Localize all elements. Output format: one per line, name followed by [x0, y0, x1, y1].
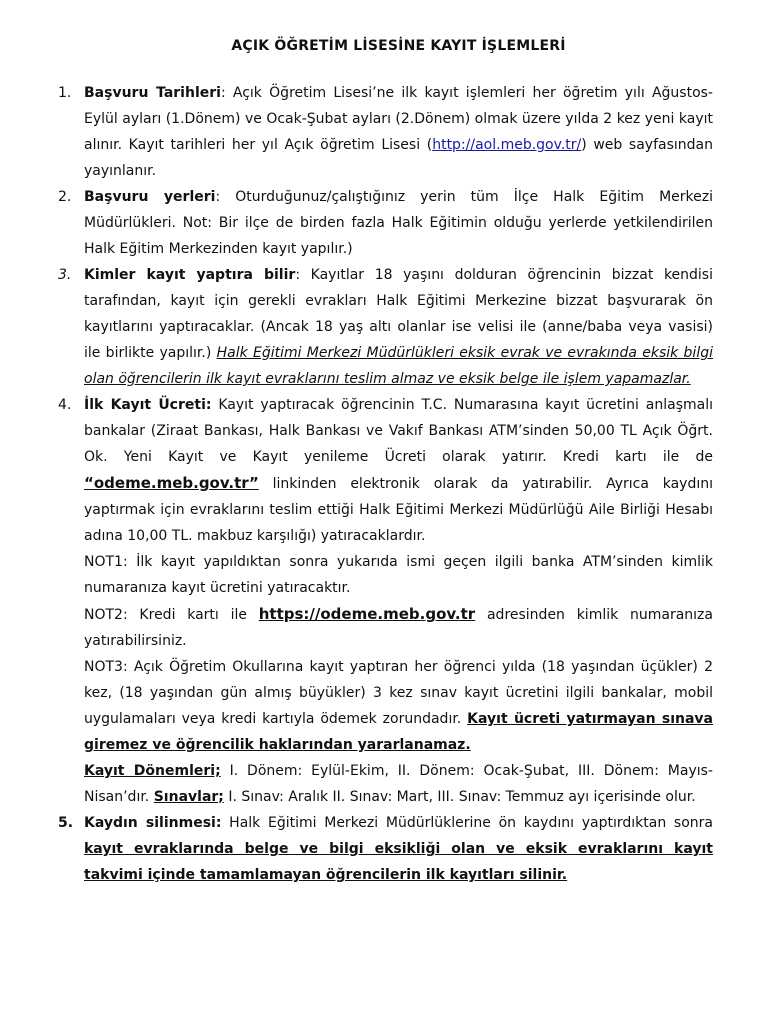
- list-item-application-places: [58, 184, 713, 262]
- aol-website-link[interactable]: http://aol.meb.gov.tr/: [432, 137, 582, 153]
- item-heading: Kimler kayıt yaptıra bilir: [84, 267, 296, 283]
- note-2-text: NOT2: Kredi kartı ile: [84, 607, 259, 623]
- note-2-text: adresinden kimlik numaranıza yatırabilirsiniz.: [84, 607, 713, 649]
- item-emphasis: Halk Eğitimi Merkezi Müdürlükleri eksik evrak ve evrakında eksik bilgi olan öğrencilerin ilk kayıt evraklarını teslim almaz ve eksik belge ile işlem yapamazlar.: [84, 345, 713, 387]
- item-heading: Başvuru yerleri: [84, 189, 216, 205]
- item-emphasis: kayıt evraklarında belge ve bilgi eksikliği olan ve eksik evraklarını kayıt takvimi içinde tamamlamayan öğrencilerin ilk kayıtları silinir.: [84, 841, 713, 883]
- item-number: 4.: [58, 397, 72, 413]
- note-3-text: NOT3: Açık Öğretim Okullarına kayıt yaptıran her öğrenci yılda (18 yaşından üçükler) 2 kez, (18 yaşından gün almış büyükler) 3 kez sınav kayıt ücretini ilgili bankalar, mobil uygulamaları veya kredi kartıyla ödemek zorundadır.: [84, 659, 713, 727]
- item-heading: Başvuru Tarihleri: [84, 85, 221, 101]
- item-number: 5.: [58, 815, 74, 831]
- exams-label: Sınavlar;: [153, 789, 224, 805]
- list-item-registration-fee: [58, 392, 713, 810]
- list-item-application-dates: [58, 80, 713, 184]
- item-paragraph: [84, 184, 713, 262]
- item-heading: Kaydın silinmesi:: [84, 815, 222, 831]
- odeme-link[interactable]: “odeme.meb.gov.tr”: [84, 474, 259, 492]
- item-paragraph: [84, 392, 713, 549]
- item-text: : Kayıtlar 18 yaşını dolduran öğrencinin bizzat kendisi tarafından, kayıt için gerekli evrakları Halk Eğitimi Merkezine bizzat başvurarak ön kayıtlarını yaptıracaklar. (Ancak 18 yaş altı olanlar ise velisi ile (anne/baba veya vasisi) ile birlikte yapılır.): [84, 267, 713, 361]
- item-paragraph: [84, 810, 713, 888]
- item-heading: İlk Kayıt Ücreti:: [84, 397, 212, 413]
- periods-text: I. Dönem: Eylül-Ekim, II. Dönem: Ocak-Şubat, III. Dönem: Mayıs-Nisan’dır.: [84, 763, 713, 805]
- item-paragraph: [84, 80, 713, 184]
- exams-text: I. Sınav: Aralık II. Sınav: Mart, III. Sınav: Temmuz ayı içerisinde olur.: [223, 789, 696, 805]
- document-title: AÇIK ÖĞRETİM LİSESİNE KAYIT İŞLEMLERİ: [231, 38, 566, 54]
- item-text: Kayıt yaptıracak öğrencinin T.C. Numarasına kayıt ücretini anlaşmalı bankalar (Ziraat Bankası, Halk Bankası ve Vakıf Bankası ATM’sinden 50,00 TL Açık Öğrt. Ok. Yeni Kayıt ve Kayıt yenileme Ücreti olarak yatırır. Kredi kartı ile de: [84, 397, 713, 465]
- item-number: 3.: [58, 267, 72, 283]
- odeme-https-link[interactable]: https://odeme.meb.gov.tr: [258, 605, 476, 623]
- periods-paragraph: [84, 758, 713, 810]
- item-number: 2.: [58, 189, 72, 205]
- note-1: NOT1: İlk kayıt yapıldıktan sonra yukarıda ismi geçen ilgili banka ATM’sinden kimlik numaranıza kayıt ücretini yatıracaktır.: [84, 554, 713, 596]
- note-3: [84, 654, 713, 758]
- registration-list: [58, 80, 713, 888]
- note-3-emphasis: Kayıt ücreti yatırmayan sınava giremez ve öğrencilik haklarından yararlanamaz.: [84, 711, 713, 753]
- item-text: ) web sayfasından yayınlanır.: [84, 137, 713, 179]
- item-text: : Açık Öğretim Lisesi’ne ilk kayıt işlemleri her öğretim yılı Ağustos-Eylül ayları (1.Dönem) ve Ocak-Şubat ayları (2.Dönem) olmak üzere yılda 2 kez yeni kayıt alınır. Kayıt tarihleri her yıl Açık öğretim Lisesi (: [84, 85, 713, 153]
- item-number: 1.: [58, 85, 72, 101]
- note-2: [84, 601, 713, 654]
- list-item-registration-deletion: [58, 810, 713, 888]
- item-text: : Oturduğunuz/çalıştığınız yerin tüm İlçe Halk Eğitim Merkezi Müdürlükleri. Not: Bir ilçe de birden fazla Halk Eğitimin olduğu yerlerde yetkilendirilen Halk Eğitim Merkezinden kayıt yapılır.): [84, 189, 713, 257]
- list-item-who-can-register: [58, 262, 713, 392]
- item-text: linkinden elektronik olarak da yatırabilir. Ayrıca kaydını yaptırmak için evraklarını teslim ettiği Halk Eğitimi Merkezi Müdürlüğü Aile Birliği Hesabı adına 10,00 TL. makbuz karşılığı) yatıracaklardır.: [84, 476, 713, 544]
- item-text: Halk Eğitimi Merkezi Müdürlüklerine ön kaydını yaptırdıktan sonra: [221, 815, 713, 831]
- periods-label: Kayıt Dönemleri;: [84, 763, 221, 779]
- item-paragraph: [84, 262, 713, 392]
